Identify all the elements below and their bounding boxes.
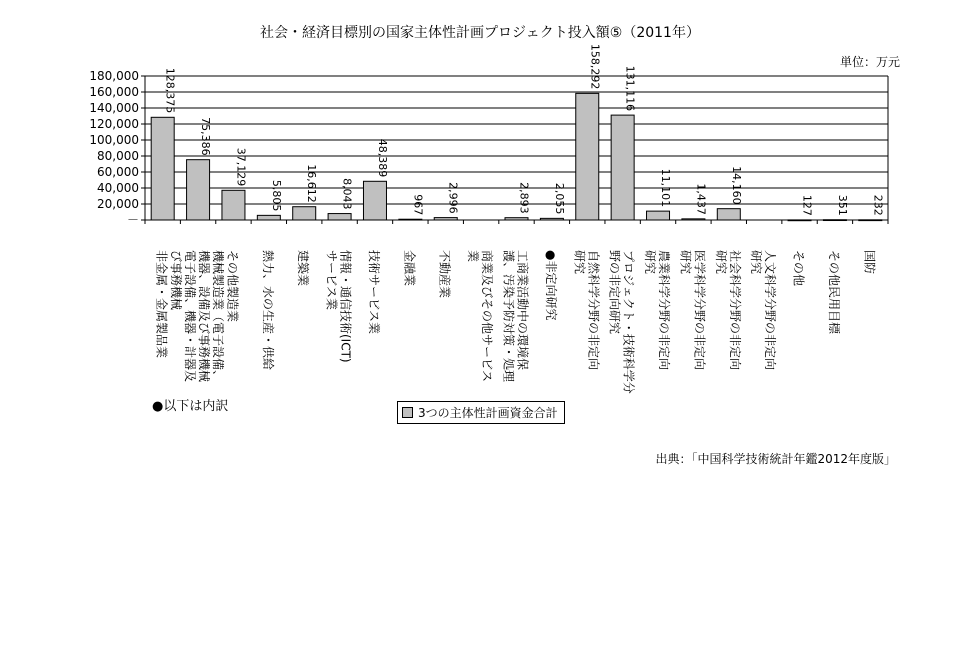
bar (257, 215, 280, 220)
data-label: 158,292 (588, 43, 602, 90)
y-tick-label: 120,000 (89, 117, 139, 131)
category-label: び事務機械 (169, 250, 184, 311)
category-label: その他民用目標 (826, 250, 841, 335)
data-label: 351 (835, 194, 849, 216)
data-label: 14,160 (729, 166, 743, 205)
y-tick-label: 20,000 (97, 197, 139, 211)
legend-label: 3つの主体性計画資金合計 (418, 406, 558, 420)
data-label: 131,116 (623, 65, 637, 112)
bar (293, 207, 316, 220)
bar (328, 214, 351, 220)
category-label: 医学科学分野の非定向 (692, 250, 707, 371)
data-label: 5,805 (269, 179, 283, 212)
category-label: 人文科学分野の非定向 (763, 250, 778, 371)
data-label: 16,612 (305, 164, 319, 203)
breakdown-note: ●以下は内訳 (152, 399, 229, 414)
category-label: 情報・通信技術(ICT) (338, 250, 353, 363)
y-tick-label: 100,000 (89, 133, 139, 147)
category-label: その他製造業 (225, 250, 240, 323)
bar (823, 220, 846, 221)
category-label: 金融業 (402, 250, 417, 287)
category-label: 熱力、水の生産・供給 (260, 250, 275, 371)
data-label: 8,043 (340, 178, 354, 210)
data-label: 37,129 (234, 147, 248, 187)
category-label: 研究 (749, 250, 764, 275)
y-tick-label: 180,000 (89, 69, 139, 83)
category-label: 工商業活動中の環境保 (515, 250, 530, 371)
bar (399, 219, 422, 220)
data-label: 2,996 (446, 182, 460, 214)
y-tick-label: 140,000 (89, 101, 139, 115)
legend-swatch (402, 407, 413, 418)
data-label: 2,055 (552, 182, 566, 215)
category-label: 業 (466, 250, 481, 263)
category-label: 野の非定向研究 (607, 250, 622, 335)
category-label: 電子設備、機器・計器及 (183, 250, 198, 383)
data-label: 75,386 (199, 117, 213, 156)
bar (222, 190, 245, 220)
category-label: 機械製造業（電子設備、 (211, 250, 226, 383)
category-label: 商業及びその他サービス (480, 250, 495, 383)
bar (363, 181, 386, 220)
category-label: 国防 (862, 250, 877, 275)
legend (397, 401, 565, 424)
category-label: その他 (791, 250, 806, 287)
bar (611, 115, 634, 220)
y-tick-label: － (126, 213, 139, 227)
bar (434, 218, 457, 220)
bar (187, 160, 210, 220)
data-label: 128,375 (163, 67, 177, 114)
category-label: 護、汚染予防対策・処理 (501, 250, 516, 383)
data-label: 1,437 (694, 183, 708, 215)
chart-title: 社会・経済目標別の国家主体性計画プロジェクト投入額⑤（2011年） (260, 25, 700, 41)
bar (576, 93, 599, 220)
data-label: 48,389 (375, 138, 389, 178)
category-label: 研究 (678, 250, 693, 275)
data-label: 232 (871, 194, 885, 216)
bar (682, 219, 705, 220)
category-label: 機器、設備及び事務機械 (197, 250, 212, 383)
category-label: 技術サービス業 (366, 250, 381, 335)
bar (788, 220, 811, 221)
data-label: 2,893 (517, 182, 531, 214)
category-label: 研究 (572, 250, 587, 275)
data-label: 11,101 (659, 168, 673, 208)
bar (505, 218, 528, 220)
y-tick-label: 80,000 (97, 149, 139, 163)
category-label: 社会科学分野の非定向 (727, 250, 742, 371)
source-note: 出典：「中国科学技術統計年鑑2012年度版」 (655, 452, 896, 466)
bar (717, 209, 740, 220)
data-label: 967 (411, 194, 425, 216)
category-label: 非金属・金属製品業 (154, 250, 169, 359)
category-label: 研究 (643, 250, 658, 275)
bar (151, 117, 174, 220)
bar (647, 211, 670, 220)
category-label: 不動産業 (437, 250, 452, 299)
unit-label: 単位：万元 (839, 55, 900, 69)
category-label: サービス業 (324, 250, 339, 311)
category-label: 建築業 (296, 250, 311, 287)
category-label: 研究 (713, 250, 728, 275)
y-tick-label: 160,000 (89, 85, 139, 99)
category-label: 自然科学分野の非定向 (586, 250, 601, 371)
y-tick-label: 40,000 (97, 181, 139, 195)
category-label: プロジェクト・技術科学分 (621, 250, 636, 394)
category-label: 農業科学分野の非定向 (657, 250, 672, 371)
data-label: 127 (800, 194, 814, 216)
y-tick-label: 60,000 (97, 165, 139, 179)
bar (859, 220, 882, 221)
bar (540, 218, 563, 220)
category-label: ●非定向研究 (543, 250, 558, 321)
